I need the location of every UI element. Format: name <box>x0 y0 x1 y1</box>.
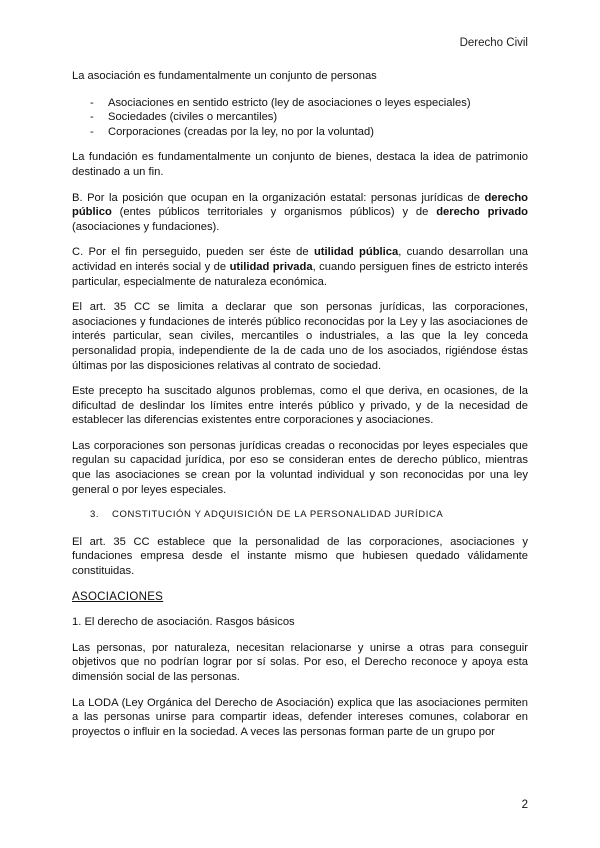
list-item-text: Corporaciones (creadas por la ley, no por la voluntad) <box>108 125 374 138</box>
list-item-text: Asociaciones en sentido estricto (ley de asociaciones o leyes especiales) <box>108 96 471 109</box>
list-item <box>72 125 528 140</box>
paragraph-asociacion: La asociación es fundamentalmente un conjunto de personas <box>72 70 377 82</box>
paragraph-loda: La LODA (Ley Orgánica del Derecho de Asociación) explica que las asociaciones permiten a las personas unirse para compartir ideas, defender intereses comunes, colaborar en proyectos o influir en la sociedad. A veces las personas forman parte de un grupo por <box>72 696 528 738</box>
page-number: 2 <box>521 799 528 811</box>
list-item-text: Sociedades (civiles o mercantiles) <box>108 111 278 124</box>
list-dash: - <box>90 96 94 109</box>
subheading-derecho-asociacion: 1. El derecho de asociación. Rasgos básicos <box>72 616 295 629</box>
list-item <box>72 110 528 125</box>
types-list <box>72 96 528 140</box>
paragraph-art35-constitucion: El art. 35 CC establece que la personalidad de las corporaciones, asociaciones y fundaciones empresa desde el instante mismo que hubiesen quedado válidamente constituidas. <box>72 535 528 578</box>
paragraph-personas: Las personas, por naturaleza, necesitan relacionarse y unirse a otras para conseguir objetivos que no podrían lograr por sí solas. Por eso, el Derecho reconoce y apoya esta dimensión social de las personas. <box>72 641 528 683</box>
section-title: CONSTITUCIÓN Y ADQUISICIÓN DE LA PERSONALIDAD JURÍDICA <box>112 509 444 521</box>
section-heading <box>72 508 528 523</box>
bold-term: derecho privado <box>436 206 528 219</box>
bold-term: utilidad privada <box>229 260 313 273</box>
list-dash: - <box>90 125 94 138</box>
paragraph-art35: El art. 35 CC se limita a declarar que son personas jurídicas, las corporaciones, asociaciones y fundaciones de interés público reconocidas por la Ley y las asociaciones de interés particular, sean civiles, mercantiles o industriales, a las que la ley conceda personalidad propia, independiente de la de cada uno de los asociados, rigiéndose éstas últimas por las disposiciones relativas al contrato de sociedad. <box>72 301 528 372</box>
bold-term: derecho público <box>72 191 528 219</box>
running-header: Derecho Civil <box>459 37 528 49</box>
text-run: (asociaciones y fundaciones). <box>72 220 220 233</box>
bold-term: utilidad pública <box>313 246 399 259</box>
text-run: , cuando desarrollan una actividad en interés social y de <box>72 246 529 273</box>
paragraph-precepto: Este precepto ha suscitado algunos problemas, como el que deriva, en ocasiones, de la dificultad de deslindar los límites entre interés público y privado, y de la necesidad de establecer las diferencias existentes entre corporaciones y asociaciones. <box>72 385 528 427</box>
text-run: , cuando persiguen fines de estricto interés particular, especialmente de naturaleza económica. <box>72 260 528 288</box>
section-number: 3. <box>90 509 100 521</box>
text-run: B. Por la posición que ocupan en la organización estatal: personas jurídicas de <box>72 191 485 204</box>
asociaciones-heading: ASOCIACIONES <box>72 590 164 603</box>
text-run: (entes públicos territoriales y organismos públicos) y de <box>111 206 437 219</box>
paragraph-posicion <box>72 191 528 235</box>
page-content <box>72 69 528 750</box>
text-run: C. Por el fin perseguido, pueden ser éste de <box>72 246 314 259</box>
paragraph-fin <box>72 245 528 289</box>
list-dash: - <box>90 111 94 124</box>
list-item <box>72 96 528 111</box>
paragraph-fundacion: La fundación es fundamentalmente un conjunto de bienes, destaca la idea de patrimonio destinado a un fin. <box>72 151 528 178</box>
paragraph-corporaciones: Las corporaciones son personas jurídicas creadas o reconocidas por leyes especiales que regulan su capacidad jurídica, por eso se consideran entes de derecho público, mientras que las asociaciones se crean por la voluntad individual y son reconocidas por una ley general o por leyes especiales. <box>72 439 528 496</box>
